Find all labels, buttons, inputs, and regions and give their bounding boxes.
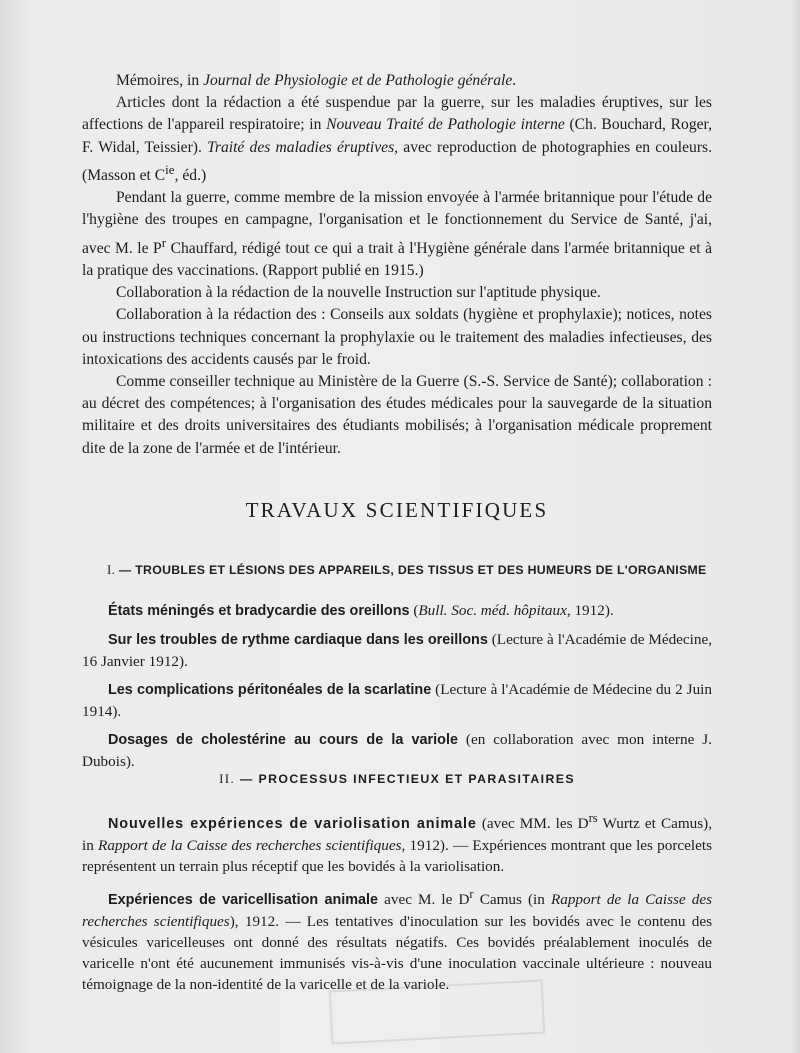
text-run: , 1912). [566, 602, 614, 619]
intro-paragraph: Collaboration à la rédaction des : Conseils aux soldats (hygiène et prophylaxie); notices, notes ou instructions techniques concernant la prophylaxie ou le traitement des maladies infectieuses, des intoxications des accidents causés par le froid. [82, 306, 712, 368]
text-run: (Ch. Bouchard, Roger, F. Widal, Teissier). [82, 116, 713, 156]
text-run: Pendant la guerre, comme membre de la mission envoyée à l'armée britannique pour l'étude de l'hygiène des troupes en campagne, l'organisation et le fonctionnement du Service de Santé, j'ai, avec M. le P [82, 189, 712, 257]
book-title: Nouveau Traité de Pathologie interne [326, 116, 565, 134]
bibliography-entry [82, 629, 712, 672]
section-title: — PROCESSUS INFECTIEUX ET PARASITAIRES [240, 772, 575, 786]
section-heading-1 [82, 562, 737, 578]
text-run: avec M. le D [378, 891, 470, 909]
library-stamp-bleedthrough [329, 979, 546, 1044]
entry-title: États méningés et bradycardie des oreillons [108, 603, 410, 619]
intro-paragraph [82, 187, 712, 282]
text-run: ), 1912. — Les tentatives d'inoculation sur les bovidés avec le contenu des vésicules varicelleuses ont donné des résultats négatifs. Ces bovidés préalablement inoculés de varicelle n'ont été aucunement immunisés vis-à-vis d'une inoculation vaccinale ultérieure : nouveau témoignage de la non-identité de la varicelle et de la variole. [82, 913, 713, 994]
superscript: ie [165, 161, 175, 177]
intro-paragraph: Comme conseiller technique au Ministère de la Guerre (S.-S. Service de Santé); collaboration : au décret des compétences; à l'organisation des études médicales pour la sauvegarde de la situation militaire et des droits universitaires des étudiants mobilisés; à l'organisation médicale proprement dite de la zone de l'armée et de l'intérieur. [82, 373, 712, 457]
book-title: Traité des maladies éruptives, [207, 138, 399, 156]
journal-title: Journal de Physiologie et de Pathologie générale [203, 72, 513, 89]
text-run: ( [409, 602, 419, 619]
main-title: TRAVAUX SCIENTIFIQUES [245, 498, 549, 522]
journal-title: Bull. Soc. méd. hôpitaux [418, 602, 567, 619]
entry-title: Nouvelles expériences de variolisation animale [108, 816, 477, 833]
text-run: (Lecture à l'Académie de Médecine, 16 Janvier 1912). [82, 631, 712, 670]
superscript: r [161, 234, 167, 250]
text-run: (Lecture à l'Académie de Médecine du 2 Juin 1914). [82, 681, 712, 720]
entry-title: Les complications péritonéales de la scarlatine [108, 682, 432, 698]
text-run: Camus (in [473, 891, 551, 909]
bibliography-entry [82, 884, 712, 995]
entry-title: Sur les troubles de rythme cardiaque dans les oreillons [108, 632, 488, 648]
section-1-entries [82, 600, 712, 779]
text-run: Chauffard, rédigé tout ce qui a trait à l'Hygiène générale dans l'armée britannique et à la pratique des vaccinations. (Rapport publié en 1915.) [82, 239, 712, 279]
text-run: , 1912). — Expériences montrant que les porcelets représentent un terrain plus réceptif que les bovidés à la variolisation. [82, 837, 712, 876]
bibliography-entry [82, 729, 712, 772]
entry-title: Dosages de cholestérine au cours de la variole [108, 732, 458, 748]
superscript: rs [588, 811, 598, 825]
section-heading-2 [82, 771, 712, 787]
intro-paragraph [82, 92, 712, 187]
intro-paragraph [82, 70, 712, 92]
text-run: Mémoires, in [116, 72, 204, 89]
text-run: , éd.) [174, 167, 207, 184]
intro-paragraph: Collaboration à la rédaction de la nouvelle Instruction sur l'aptitude physique. [116, 284, 601, 302]
text-run: Wurtz et Camus), in [82, 815, 712, 855]
journal-title: Rapport de la Caisse des recherches scientifiques [98, 837, 402, 855]
text-run: Articles dont la rédaction a été suspendue par la guerre, sur les maladies éruptives, sur les affections de l'appareil respiratoire; in [82, 94, 712, 134]
text-run: avec reproduction de photographies en couleurs. (Masson et C [82, 138, 712, 184]
superscript: r [469, 887, 474, 902]
entry-title: Expériences de varicellisation animale [108, 892, 379, 909]
section-number: I. [107, 562, 116, 577]
text-run: . [512, 72, 517, 89]
bibliography-entry [82, 600, 712, 622]
bibliography-entry [82, 808, 712, 877]
section-title: — TROUBLES ET LÉSIONS DES APPAREILS, DES TISSUS ET DES HUMEURS DE L'ORGANISME [118, 563, 707, 577]
intro-text [82, 70, 712, 460]
text-run: (avec MM. les D [476, 815, 589, 833]
section-2-entries [82, 808, 712, 1002]
journal-title: Rapport de la Caisse des recherches scientifiques [82, 891, 712, 931]
bibliography-entry [82, 679, 712, 722]
text-run: (en collaboration avec mon interne J. Dubois). [82, 731, 712, 770]
section-number: II. [219, 771, 236, 786]
